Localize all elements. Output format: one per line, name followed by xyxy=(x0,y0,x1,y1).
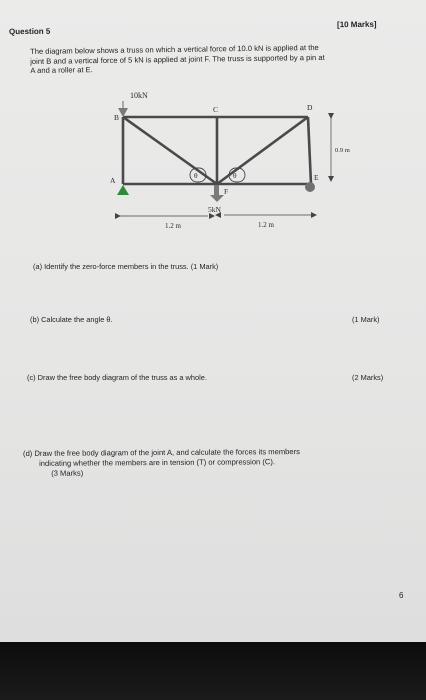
load-label-b: 10kN xyxy=(130,91,148,100)
question-b-text: (b) Calculate the angle θ. xyxy=(30,315,113,324)
load-arrowhead-b xyxy=(118,108,128,117)
load-label-f: 5kN xyxy=(208,205,221,214)
joint-label-a: A xyxy=(110,176,116,185)
question-c-marks: (2 Marks) xyxy=(352,373,384,382)
page-number: 6 xyxy=(399,591,404,600)
question-a-text: (a) Identify the zero-force members in the truss. (1 Mark) xyxy=(33,262,219,271)
joint-label-c: C xyxy=(213,105,219,114)
span-label-left: 1.2 m xyxy=(165,222,181,230)
question-d-marks: (3 Marks) xyxy=(51,468,84,478)
joint-label-d: D xyxy=(307,103,313,112)
truss-members xyxy=(123,117,311,184)
member-de xyxy=(308,117,311,184)
joint-label-b: B xyxy=(114,113,120,122)
pin-support-a xyxy=(117,185,129,195)
height-dimension-label: 0.9 m xyxy=(335,147,350,154)
load-arrow-f xyxy=(214,185,219,196)
joint-label-e: E xyxy=(314,173,319,182)
question-d xyxy=(23,447,300,479)
joint-label-f: F xyxy=(224,187,229,196)
question-label: Question 5 xyxy=(8,26,51,37)
intro-line-1: The diagram below shows a truss on which a vertical force of 10.0 kN is applied at the xyxy=(30,42,319,56)
member-df xyxy=(217,117,308,184)
intro-line-3: A and a roller at E. xyxy=(30,65,93,76)
member-bf xyxy=(123,117,217,184)
roller-support-e xyxy=(305,182,315,192)
load-arrowhead-f xyxy=(210,195,224,202)
question-d-line-1: (d) Draw the free body diagram of the joint A, and calculate the forces its members xyxy=(23,447,300,458)
question-d-line-2 xyxy=(39,457,300,479)
intro-line-2: joint B and a vertical force of 5 kN is applied at joint F. The truss is supported by a pin at xyxy=(30,52,325,66)
angle-symbol-right: θ xyxy=(233,171,237,180)
total-marks: [10 Marks] xyxy=(336,19,377,30)
truss-diagram xyxy=(0,0,426,300)
question-d-line-2-text: indicating whether the members are in tension (T) or compression (C). xyxy=(39,457,276,468)
background-below-page xyxy=(0,642,426,700)
question-c-text: (c) Draw the free body diagram of the truss as a whole. xyxy=(27,373,207,382)
angle-symbol-left: θ xyxy=(194,171,198,180)
span-label-right: 1.2 m xyxy=(258,221,274,229)
question-b-marks: (1 Mark) xyxy=(352,315,380,324)
